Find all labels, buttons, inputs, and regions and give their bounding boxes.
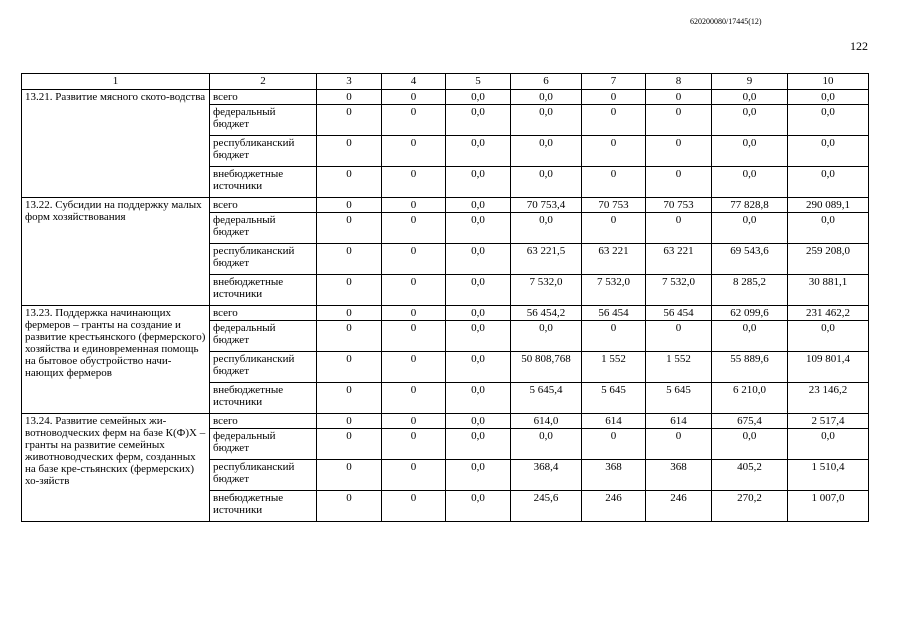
funding-source: республиканский бюджет [210,460,317,491]
value-cell: 0,0 [788,321,869,352]
value-cell: 405,2 [712,460,788,491]
value-cell: 0 [382,321,446,352]
funding-source: республиканский бюджет [210,244,317,275]
value-cell: 0 [317,429,382,460]
value-cell: 0 [646,321,712,352]
value-cell: 0,0 [446,414,511,429]
value-cell: 0 [317,136,382,167]
value-cell: 0 [317,90,382,105]
value-cell: 259 208,0 [788,244,869,275]
value-cell: 231 462,2 [788,306,869,321]
funding-source: федеральный бюджет [210,429,317,460]
value-cell: 0,0 [446,213,511,244]
value-cell: 246 [646,491,712,522]
value-cell: 0,0 [788,167,869,198]
value-cell: 368 [582,460,646,491]
value-cell: 2 517,4 [788,414,869,429]
value-cell: 0,0 [511,429,582,460]
value-cell: 0,0 [446,321,511,352]
value-cell: 0 [582,213,646,244]
value-cell: 0,0 [788,213,869,244]
value-cell: 0,0 [446,306,511,321]
column-header: 4 [382,74,446,90]
value-cell: 7 532,0 [582,275,646,306]
value-cell: 368 [646,460,712,491]
value-cell: 0,0 [712,90,788,105]
value-cell: 0 [317,198,382,213]
column-header: 6 [511,74,582,90]
value-cell: 5 645 [582,383,646,414]
value-cell: 0 [382,352,446,383]
item-title: 13.21. Развитие мясного ското-водства [22,90,210,198]
value-cell: 0 [382,491,446,522]
funding-source: республиканский бюджет [210,136,317,167]
value-cell: 290 089,1 [788,198,869,213]
value-cell: 0 [382,414,446,429]
value-cell: 70 753,4 [511,198,582,213]
table-row [22,90,869,105]
value-cell: 0 [382,306,446,321]
value-cell: 63 221 [582,244,646,275]
value-cell: 0,0 [788,429,869,460]
value-cell: 0 [317,306,382,321]
value-cell: 0 [317,491,382,522]
table-body [22,90,869,522]
value-cell: 368,4 [511,460,582,491]
funding-source: федеральный бюджет [210,105,317,136]
budget-table [21,73,869,522]
value-cell: 0,0 [446,136,511,167]
page-number: 122 [850,39,868,53]
item-title: 13.23. Поддержка начинающих фермеров – гранты на создание и развитие крестьянского (фермерского) хозяйства и единовременная помощь на бытовое обустройство начи-нающих фермеров [22,306,210,414]
value-cell: 0 [317,105,382,136]
value-cell: 0,0 [712,213,788,244]
value-cell: 0,0 [712,321,788,352]
value-cell: 614 [646,414,712,429]
column-header: 1 [22,74,210,90]
value-cell: 0 [317,213,382,244]
value-cell: 0,0 [712,136,788,167]
value-cell: 0 [382,460,446,491]
value-cell: 0 [317,414,382,429]
value-cell: 0 [317,383,382,414]
column-header: 9 [712,74,788,90]
value-cell: 0,0 [446,460,511,491]
value-cell: 0 [582,105,646,136]
value-cell: 675,4 [712,414,788,429]
value-cell: 62 099,6 [712,306,788,321]
value-cell: 0 [646,213,712,244]
value-cell: 0 [317,167,382,198]
funding-source: внебюджетные источники [210,167,317,198]
value-cell: 56 454 [646,306,712,321]
column-header: 5 [446,74,511,90]
table-row [22,198,869,213]
value-cell: 0,0 [511,213,582,244]
value-cell: 0 [382,429,446,460]
value-cell: 0,0 [788,105,869,136]
value-cell: 0 [582,167,646,198]
column-header: 3 [317,74,382,90]
value-cell: 0 [317,275,382,306]
value-cell: 614,0 [511,414,582,429]
value-cell: 0 [317,321,382,352]
value-cell: 270,2 [712,491,788,522]
column-header: 7 [582,74,646,90]
value-cell: 0,0 [446,352,511,383]
header-row [22,74,869,90]
value-cell: 0 [382,213,446,244]
funding-source: внебюджетные источники [210,491,317,522]
value-cell: 0 [317,244,382,275]
value-cell: 0,0 [712,167,788,198]
value-cell: 5 645 [646,383,712,414]
value-cell: 1 552 [646,352,712,383]
value-cell: 0 [382,90,446,105]
value-cell: 0 [317,460,382,491]
value-cell: 7 532,0 [646,275,712,306]
funding-source: всего [210,306,317,321]
value-cell: 0,0 [712,429,788,460]
funding-source: внебюджетные источники [210,383,317,414]
value-cell: 0,0 [511,105,582,136]
value-cell: 0,0 [446,429,511,460]
column-header: 2 [210,74,317,90]
funding-source: федеральный бюджет [210,213,317,244]
value-cell: 0,0 [446,383,511,414]
value-cell: 7 532,0 [511,275,582,306]
value-cell: 56 454 [582,306,646,321]
value-cell: 55 889,6 [712,352,788,383]
value-cell: 0 [382,167,446,198]
value-cell: 0,0 [446,105,511,136]
value-cell: 1 007,0 [788,491,869,522]
value-cell: 0,0 [446,167,511,198]
funding-source: республиканский бюджет [210,352,317,383]
value-cell: 0 [382,136,446,167]
value-cell: 23 146,2 [788,383,869,414]
value-cell: 0,0 [712,105,788,136]
value-cell: 0 [382,275,446,306]
value-cell: 63 221 [646,244,712,275]
table-row [22,414,869,429]
funding-source: всего [210,414,317,429]
value-cell: 0 [646,167,712,198]
value-cell: 70 753 [582,198,646,213]
value-cell: 109 801,4 [788,352,869,383]
value-cell: 245,6 [511,491,582,522]
value-cell: 0 [382,244,446,275]
funding-source: всего [210,198,317,213]
value-cell: 0 [646,136,712,167]
value-cell: 0 [382,198,446,213]
item-title: 13.22. Субсидии на поддержку малых форм хозяйствования [22,198,210,306]
funding-source: федеральный бюджет [210,321,317,352]
value-cell: 0 [646,105,712,136]
value-cell: 0 [382,105,446,136]
value-cell: 0,0 [511,167,582,198]
value-cell: 246 [582,491,646,522]
value-cell: 0,0 [511,90,582,105]
value-cell: 1 552 [582,352,646,383]
value-cell: 8 285,2 [712,275,788,306]
value-cell: 0,0 [511,136,582,167]
value-cell: 50 808,768 [511,352,582,383]
value-cell: 0,0 [446,198,511,213]
value-cell: 0 [382,383,446,414]
document-id: 620200080/17445(12) [690,17,762,26]
column-header: 10 [788,74,869,90]
value-cell: 614 [582,414,646,429]
funding-source: всего [210,90,317,105]
value-cell: 0,0 [446,90,511,105]
value-cell: 0 [582,321,646,352]
value-cell: 0 [582,429,646,460]
value-cell: 77 828,8 [712,198,788,213]
value-cell: 0,0 [788,90,869,105]
value-cell: 70 753 [646,198,712,213]
value-cell: 0 [646,90,712,105]
value-cell: 0,0 [446,275,511,306]
funding-source: внебюджетные источники [210,275,317,306]
value-cell: 0 [582,90,646,105]
value-cell: 0 [582,136,646,167]
item-title: 13.24. Развитие семейных жи-вотноводческих ферм на базе К(Ф)Х – гранты на развитие семейных животноводческих ферм, созданных на базе кре-стьянских (фермерских) хо-зяйств [22,414,210,522]
value-cell: 30 881,1 [788,275,869,306]
value-cell: 0,0 [446,244,511,275]
value-cell: 0 [317,352,382,383]
value-cell: 5 645,4 [511,383,582,414]
value-cell: 0,0 [788,136,869,167]
column-header: 8 [646,74,712,90]
value-cell: 63 221,5 [511,244,582,275]
value-cell: 1 510,4 [788,460,869,491]
value-cell: 69 543,6 [712,244,788,275]
value-cell: 0,0 [511,321,582,352]
value-cell: 56 454,2 [511,306,582,321]
value-cell: 6 210,0 [712,383,788,414]
value-cell: 0 [646,429,712,460]
table-row [22,306,869,321]
value-cell: 0,0 [446,491,511,522]
